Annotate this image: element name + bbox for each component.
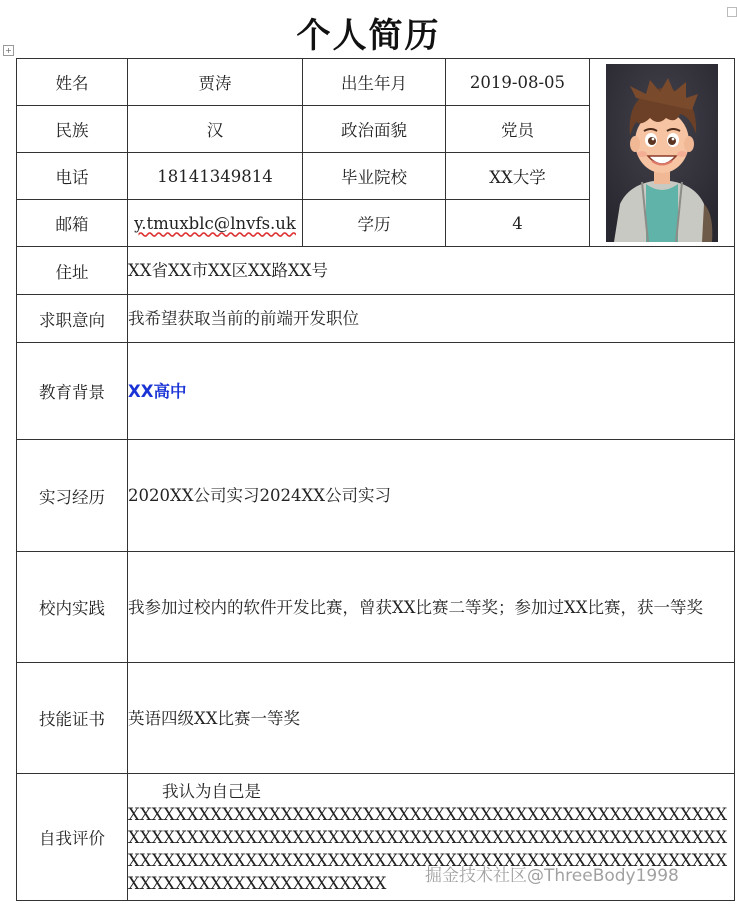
address-label: 住址 bbox=[17, 247, 128, 295]
degree-label: 学历 bbox=[303, 200, 446, 247]
degree-value[interactable]: 4 bbox=[446, 200, 590, 247]
email-label: 邮箱 bbox=[17, 200, 128, 247]
education-label: 教育背景 bbox=[17, 343, 128, 440]
name-label: 姓名 bbox=[17, 59, 128, 106]
watermark-text: 掘金技术社区@ThreeBody1998 bbox=[425, 866, 679, 886]
page-corner-marker bbox=[727, 7, 737, 17]
political-label: 政治面貌 bbox=[303, 106, 446, 153]
intern-value[interactable]: 2020XX公司实习2024XX公司实习 bbox=[128, 440, 735, 552]
phone-label: 电话 bbox=[17, 153, 128, 200]
campus-value[interactable]: 我参加过校内的软件开发比赛，曾获XX比赛二等奖；参加过XX比赛，获一等奖 bbox=[128, 552, 735, 663]
intent-value[interactable]: 我希望获取当前的前端开发职位 bbox=[128, 295, 735, 343]
education-cell[interactable] bbox=[128, 343, 735, 440]
phone-value[interactable]: 18141349814 bbox=[128, 153, 303, 200]
political-value[interactable]: 党员 bbox=[446, 106, 590, 153]
birth-value[interactable]: 2019-08-05 bbox=[446, 59, 590, 106]
school-label: 毕业院校 bbox=[303, 153, 446, 200]
education-value[interactable]: XX高中 bbox=[128, 381, 187, 401]
self-eval-label: 自我评价 bbox=[17, 774, 128, 901]
self-eval-intro: 我认为自己是 bbox=[162, 781, 261, 801]
avatar-photo bbox=[606, 64, 718, 242]
birth-label: 出生年月 bbox=[303, 59, 446, 106]
resume-table bbox=[16, 58, 735, 901]
table-move-handle-icon[interactable]: + bbox=[3, 45, 14, 56]
skills-label: 技能证书 bbox=[17, 663, 128, 774]
intern-label: 实习经历 bbox=[17, 440, 128, 552]
name-value[interactable]: 贾涛 bbox=[128, 59, 303, 106]
campus-label: 校内实践 bbox=[17, 552, 128, 663]
page-title: 个人简历 bbox=[296, 16, 441, 56]
address-value[interactable]: XX省XX市XX区XX路XX号 bbox=[128, 247, 735, 295]
ethnic-label: 民族 bbox=[17, 106, 128, 153]
skills-value[interactable]: 英语四级XX比赛一等奖 bbox=[128, 663, 735, 774]
intent-label: 求职意向 bbox=[17, 295, 128, 343]
self-eval-body: XXXXXXXXXXXXXXXXXXXXXXXXXXXXXXXXXXXXXXXXXXXXXXXXXXXXXXXXXXXXXXXXXXXXXXXXXXXXXXXXXXXXXXXXXXXXXXXXXXXXXXXXXXXXXXXXXXXXXXXXXXXXXXXXXXXXXXXXXXXXXXXXXXXXXXXXXXXXXXXXXXXXXXXXXXXXXXX bbox=[128, 804, 728, 893]
photo-cell[interactable] bbox=[590, 59, 735, 247]
school-value[interactable]: XX大学 bbox=[446, 153, 590, 200]
email-cell[interactable] bbox=[128, 200, 303, 247]
ethnic-value[interactable]: 汉 bbox=[128, 106, 303, 153]
email-value[interactable]: y.tmuxblc@lnvfs.uk bbox=[134, 213, 296, 233]
